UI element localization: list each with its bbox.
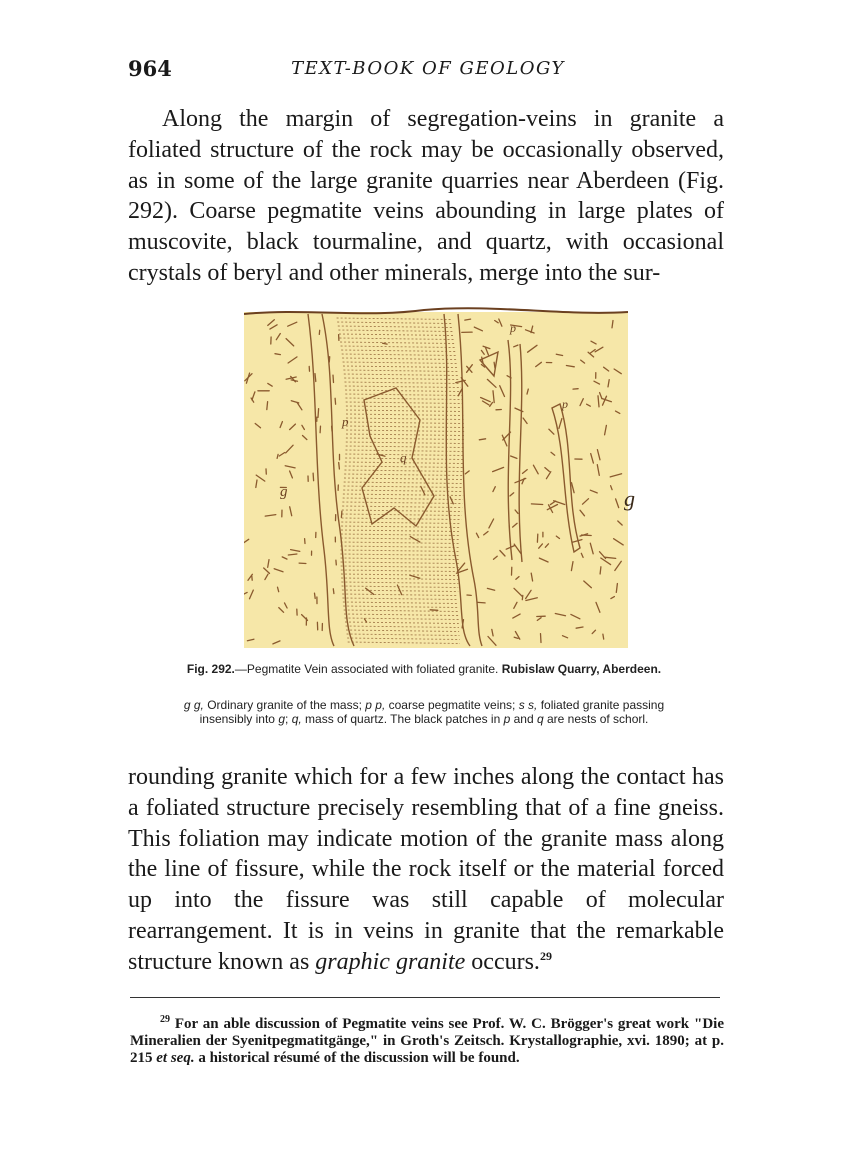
footnote-reference[interactable]: 29 xyxy=(539,948,552,963)
figure-caption-text: —Pegmatite Vein associated with foliated granite. xyxy=(234,662,502,676)
granite-dash xyxy=(333,589,334,594)
page-header xyxy=(128,56,728,86)
legend-sep: ; xyxy=(285,712,292,726)
label-p-right: p xyxy=(510,321,516,335)
figure-caption-place: Rubislaw Quarry, Aberdeen. xyxy=(501,662,662,676)
granite-dash xyxy=(318,409,319,418)
footnote-divider xyxy=(130,997,720,998)
legend-q-text: mass of quartz. The black patches in xyxy=(301,712,504,726)
paragraph-1: Along the margin of segregation-veins in granite a foliated structure of the rock may be occasionally observed, as in some of the large granite quarries near Aberdeen (Fig. 292). Coarse pegmatite veins abounding in large plates of muscovite, black tourmaline, and quartz, with occasional crystals of beryl and other minerals, merge into the sur- xyxy=(128,106,724,286)
granite-dash xyxy=(335,398,336,404)
granite-dash xyxy=(600,567,601,574)
label-p-right-2: p xyxy=(562,397,568,411)
footnote-mark: 29 xyxy=(160,1014,170,1025)
legend-pp-text: coarse pegmatite veins; xyxy=(385,698,519,712)
legend-end: are nests of schorl. xyxy=(543,712,649,726)
paragraph-2-main: rounding granite which for a few inches along the contact has a foliated structure precisely resembling that of a fine gneiss. This foliation may indicate motion of the granite mass along the line of fissure, while the rock itself or the material forced up into the fissure was still capable of molecular rearrangement. It is in veins in granite that the remarkable structure known as xyxy=(128,764,724,975)
granite-dash xyxy=(541,634,542,643)
legend-q-in: q xyxy=(536,712,544,726)
figure-292 xyxy=(244,300,628,648)
legend-ss-text: foliated granite passing insensibly into xyxy=(199,698,665,726)
granite-dash xyxy=(582,535,592,536)
legend-pp: p p, xyxy=(365,698,386,712)
footnote-text-end: a historical résumé of the discussion will be found. xyxy=(194,1050,520,1066)
label-p-left: p xyxy=(342,414,349,429)
legend-g-into: g xyxy=(278,712,286,726)
granite-dash xyxy=(339,463,340,470)
label-g-left: g xyxy=(280,484,288,500)
legend-q: q, xyxy=(291,712,302,726)
figure-legend xyxy=(164,698,684,726)
page-number: 964 xyxy=(128,56,172,81)
granite-dash xyxy=(430,610,438,611)
figure-side-label: g xyxy=(624,486,635,511)
granite-dash xyxy=(383,343,388,344)
pegmatite-vein-illustration xyxy=(244,300,628,648)
footnote-italic: et seq. xyxy=(156,1050,195,1066)
granite-dash xyxy=(275,354,280,355)
paragraph-2-term: graphic granite xyxy=(315,948,466,975)
legend-ss: s s, xyxy=(518,698,538,712)
figure-caption xyxy=(164,662,684,676)
paragraph-2-end: occurs. xyxy=(465,948,540,975)
figure-number: Fig. 292. xyxy=(186,662,235,676)
label-q: q xyxy=(400,450,407,465)
granite-dash xyxy=(531,504,542,505)
granite-dash xyxy=(313,473,314,481)
granite-dash xyxy=(333,375,334,382)
paragraph-2 xyxy=(128,762,724,978)
footnote-text: For an able discussion of Pegmatite veins see Prof. W. C. Brögger's great work "Die Mineralien der Syenitpegmatitgänge," in Groth's Zeitsch. Krystallographie, xvi. 1890; at p. 215 xyxy=(130,1016,724,1066)
legend-p-in: p xyxy=(503,712,511,726)
granite-dash xyxy=(478,602,485,603)
granite-dash xyxy=(315,593,316,598)
granite-dash xyxy=(267,402,268,410)
legend-gg: g g, xyxy=(183,698,204,712)
footnote xyxy=(130,1016,724,1067)
running-title: TEXT-BOOK OF GEOLOGY xyxy=(291,58,565,79)
legend-gg-text: Ordinary granite of the mass; xyxy=(203,698,366,712)
legend-and: and xyxy=(510,712,537,726)
granite-dash xyxy=(603,634,604,639)
granite-dash xyxy=(315,374,316,382)
